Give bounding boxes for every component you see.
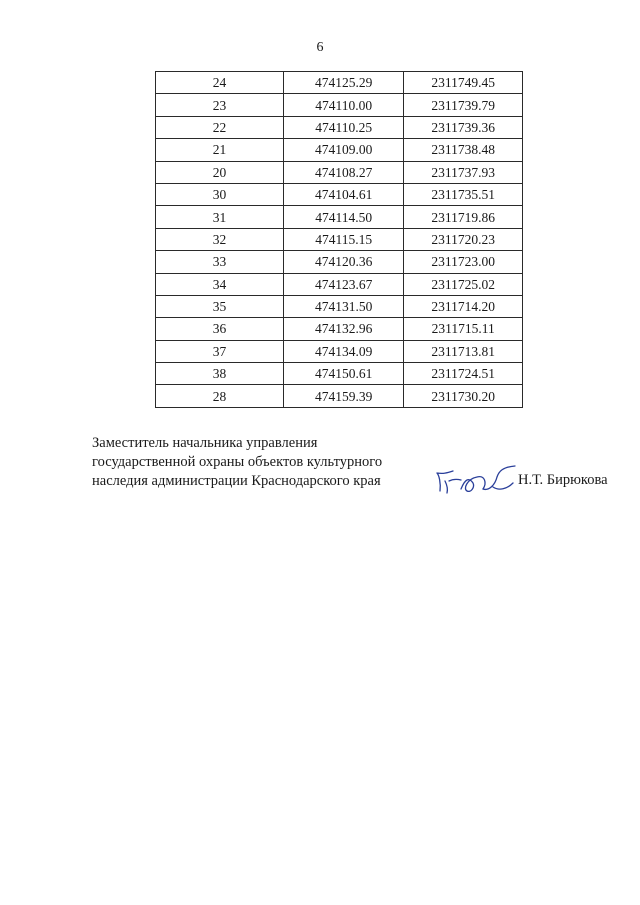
- y-coordinate-cell: 2311714.20: [404, 295, 523, 317]
- table-row: [156, 228, 523, 250]
- x-coordinate-cell: 474150.61: [284, 363, 404, 385]
- x-coordinate-cell: 474159.39: [284, 385, 404, 407]
- point-number-cell: 23: [156, 94, 284, 116]
- table-row: [156, 116, 523, 138]
- x-coordinate-cell: 474110.25: [284, 116, 404, 138]
- table-row: [156, 251, 523, 273]
- table-row: [156, 385, 523, 407]
- coordinates-table: [155, 71, 523, 408]
- point-number-cell: 24: [156, 72, 284, 94]
- y-coordinate-cell: 2311737.93: [404, 161, 523, 183]
- handwritten-signature: [433, 461, 519, 499]
- table-row: [156, 318, 523, 340]
- x-coordinate-cell: 474110.00: [284, 94, 404, 116]
- y-coordinate-cell: 2311730.20: [404, 385, 523, 407]
- x-coordinate-cell: 474123.67: [284, 273, 404, 295]
- y-coordinate-cell: 2311719.86: [404, 206, 523, 228]
- y-coordinate-cell: 2311739.79: [404, 94, 523, 116]
- y-coordinate-cell: 2311735.51: [404, 183, 523, 205]
- y-coordinate-cell: 2311739.36: [404, 116, 523, 138]
- point-number-cell: 35: [156, 295, 284, 317]
- x-coordinate-cell: 474115.15: [284, 228, 404, 250]
- table-row: [156, 94, 523, 116]
- point-number-cell: 28: [156, 385, 284, 407]
- signer-name: Н.Т. Бирюкова: [518, 472, 608, 488]
- point-number-cell: 20: [156, 161, 284, 183]
- table-row: [156, 363, 523, 385]
- x-coordinate-cell: 474108.27: [284, 161, 404, 183]
- table-row: [156, 139, 523, 161]
- position-line: Заместитель начальника управления: [92, 435, 318, 451]
- y-coordinate-cell: 2311715.11: [404, 318, 523, 340]
- point-number-cell: 21: [156, 139, 284, 161]
- y-coordinate-cell: 2311724.51: [404, 363, 523, 385]
- x-coordinate-cell: 474132.96: [284, 318, 404, 340]
- x-coordinate-cell: 474125.29: [284, 72, 404, 94]
- y-coordinate-cell: 2311749.45: [404, 72, 523, 94]
- table-row: [156, 340, 523, 362]
- page-number: 6: [316, 40, 324, 55]
- table-row: [156, 273, 523, 295]
- signature-stroke: [483, 466, 515, 489]
- x-coordinate-cell: 474120.36: [284, 251, 404, 273]
- y-coordinate-cell: 2311723.00: [404, 251, 523, 273]
- signature-stroke: [437, 471, 461, 493]
- x-coordinate-cell: 474131.50: [284, 295, 404, 317]
- table-row: [156, 72, 523, 94]
- point-number-cell: 36: [156, 318, 284, 340]
- point-number-cell: 34: [156, 273, 284, 295]
- y-coordinate-cell: 2311725.02: [404, 273, 523, 295]
- x-coordinate-cell: 474104.61: [284, 183, 404, 205]
- signatory-position: [92, 434, 382, 491]
- table-row: [156, 206, 523, 228]
- point-number-cell: 38: [156, 363, 284, 385]
- position-line: государственной охраны объектов культурного: [92, 454, 383, 470]
- point-number-cell: 31: [156, 206, 284, 228]
- x-coordinate-cell: 474109.00: [284, 139, 404, 161]
- signature-stroke: [461, 477, 485, 492]
- x-coordinate-cell: 474134.09: [284, 340, 404, 362]
- table-row: [156, 161, 523, 183]
- point-number-cell: 33: [156, 251, 284, 273]
- x-coordinate-cell: 474114.50: [284, 206, 404, 228]
- point-number-cell: 32: [156, 228, 284, 250]
- coordinates-table-body: [156, 72, 523, 408]
- position-line: наследия администрации Краснодарского края: [92, 473, 381, 489]
- y-coordinate-cell: 2311713.81: [404, 340, 523, 362]
- y-coordinate-cell: 2311738.48: [404, 139, 523, 161]
- table-row: [156, 183, 523, 205]
- point-number-cell: 22: [156, 116, 284, 138]
- table-row: [156, 295, 523, 317]
- y-coordinate-cell: 2311720.23: [404, 228, 523, 250]
- point-number-cell: 37: [156, 340, 284, 362]
- point-number-cell: 30: [156, 183, 284, 205]
